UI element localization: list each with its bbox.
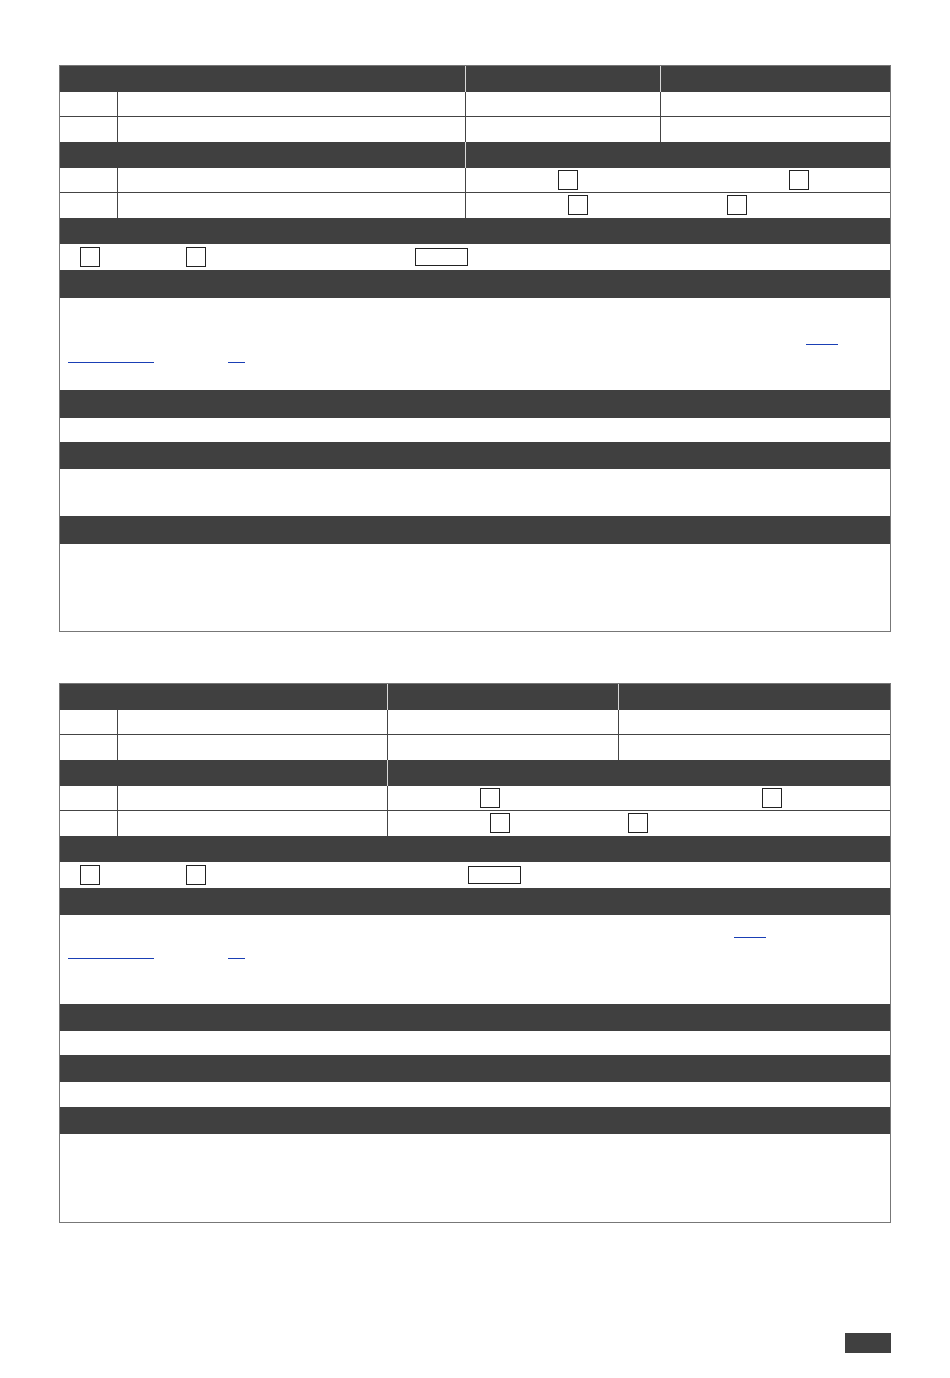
checkbox[interactable]: [558, 170, 578, 190]
table-row: [60, 117, 890, 142]
doc-link[interactable]: [68, 362, 154, 363]
section-body: [60, 1082, 890, 1107]
doc-link[interactable]: [806, 344, 838, 345]
section-header: [60, 516, 890, 544]
checkbox[interactable]: [762, 788, 782, 808]
page-number-badge: [845, 1333, 891, 1353]
command-table-1: [59, 65, 891, 632]
table-subheader: [60, 760, 890, 786]
section-body: [60, 544, 890, 631]
option-row: [60, 193, 890, 218]
table-header: [60, 66, 890, 92]
section-body: [60, 915, 890, 1004]
value-field[interactable]: [415, 248, 468, 266]
table-row: [60, 735, 890, 760]
section-header: [60, 1107, 890, 1134]
option-row: [60, 168, 890, 193]
table-header: [60, 684, 890, 710]
checkbox[interactable]: [628, 813, 648, 833]
checkbox[interactable]: [80, 247, 100, 267]
section-body: [60, 1134, 890, 1222]
section-body: [60, 418, 890, 442]
checkbox[interactable]: [186, 865, 206, 885]
section-body: [60, 862, 890, 888]
section-body: [60, 244, 890, 270]
checkbox[interactable]: [186, 247, 206, 267]
command-table-2: [59, 683, 891, 1223]
checkbox[interactable]: [789, 170, 809, 190]
section-body: [60, 298, 890, 390]
doc-link[interactable]: [228, 958, 245, 959]
table-row: [60, 710, 890, 735]
table-subheader: [60, 142, 890, 168]
doc-link[interactable]: [228, 362, 245, 363]
section-header: [60, 218, 890, 244]
section-header: [60, 270, 890, 298]
checkbox[interactable]: [480, 788, 500, 808]
checkbox[interactable]: [727, 195, 747, 215]
option-row: [60, 786, 890, 811]
section-header: [60, 836, 890, 862]
doc-link[interactable]: [68, 958, 154, 959]
section-header: [60, 1055, 890, 1082]
section-header: [60, 442, 890, 469]
checkbox[interactable]: [568, 195, 588, 215]
doc-link[interactable]: [734, 937, 766, 938]
checkbox[interactable]: [490, 813, 510, 833]
section-body: [60, 469, 890, 516]
section-header: [60, 888, 890, 915]
checkbox[interactable]: [80, 865, 100, 885]
table-row: [60, 92, 890, 117]
section-header: [60, 1004, 890, 1031]
option-row: [60, 811, 890, 836]
section-header: [60, 390, 890, 418]
section-body: [60, 1031, 890, 1055]
value-field[interactable]: [468, 866, 521, 884]
